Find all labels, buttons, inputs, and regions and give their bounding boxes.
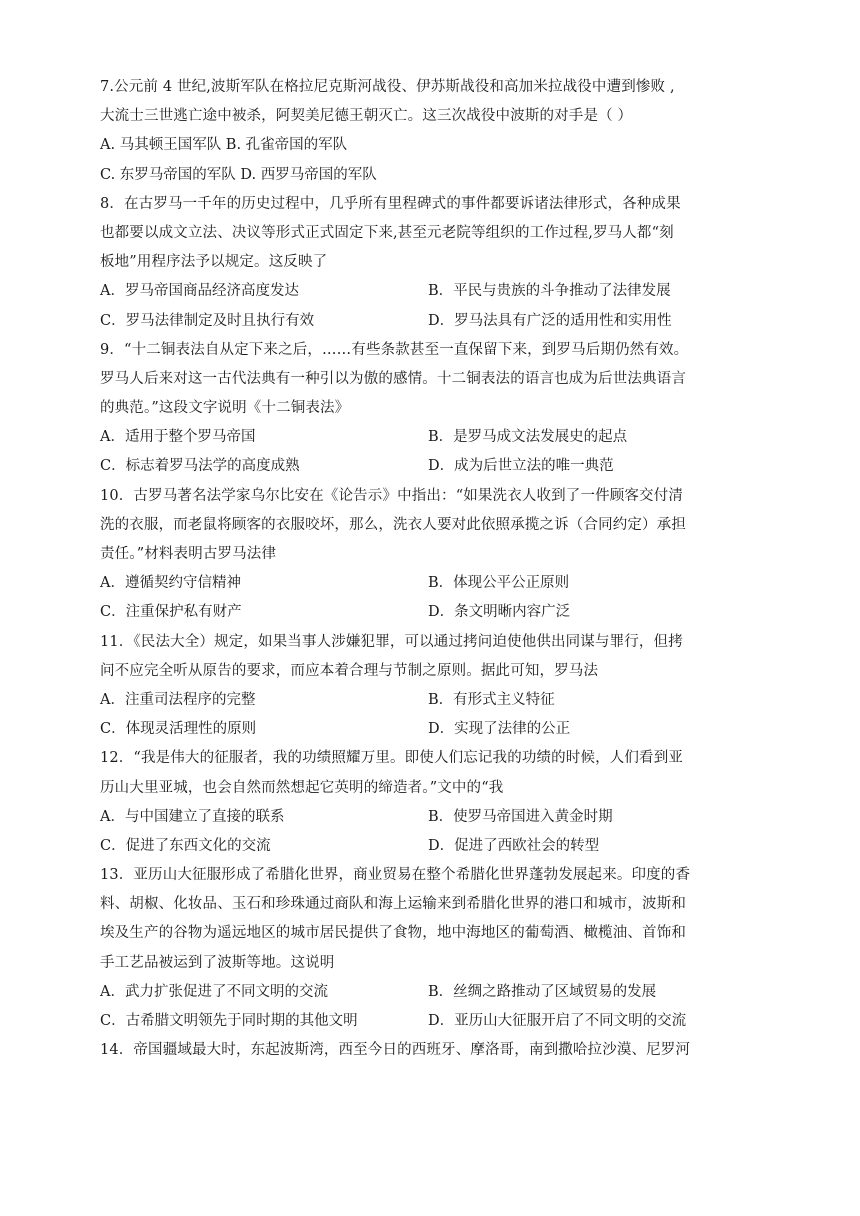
question-stem-line: 9．“十二铜表法自从定下来之后，……有些条款甚至一直保留下来，到罗马后期仍然有效。 [100,341,689,358]
question-stem-line: 问不应完全听从原告的要求，而应本着合理与节制之原则。据此可知，罗马法 [100,662,599,679]
option-a: A．注重司法程序的完整 [100,691,256,708]
question-stem-line: 12．“我是伟大的征服者，我的功绩照耀万里。即使人们忘记我的功绩的时候，人们看到亚 [100,750,684,767]
question-stem-line: 板地”用程序法予以规定。这反映了 [100,254,328,271]
question-stem-line: 也都要以成文立法、决议等形式正式固定下来,甚至元老院等组织的工作过程,罗马人都“刻 [100,224,674,241]
question-stem-line: 11．《民法大全）规定，如果当事人涉嫌犯罪，可以通过拷问迫使他供出同谋与罪行，但拷 [100,633,683,650]
option-line: A. 马其顿王国军队 B. 孔雀帝国的军队 [100,137,348,154]
option-row [100,832,740,861]
question-stem-line: 13．亚历山大征服形成了希腊化世界，商业贸易在整个希腊化世界蓬勃发展起来。印度的香 [100,867,691,884]
question-11 [100,628,740,745]
question-13 [100,861,740,1036]
question-stem-line: 历山大里亚城，也会自然而然想起它英明的缔造者。”文中的“我 [100,779,504,796]
question-stem-line: 大流士三世逃亡途中被杀，阿契美尼德王朝灭亡。这三次战役中波斯的对手是（ ） [100,108,633,125]
option-d: D．亚历山大征服开启了不同文明的交流 [428,1013,687,1029]
question-stem-line: 8．在古罗马一千年的历史过程中，几乎所有里程碑式的事件都要诉诸法律形式，各种成果 [100,195,681,212]
question-12 [100,744,740,861]
question-stem-line: 埃及生产的谷物为遥远地区的城市居民提供了食物，地中海地区的葡萄酒、橄榄油、首饰和 [100,925,686,942]
option-a: A．武力扩张促进了不同文明的交流 [100,983,328,1000]
question-stem-line: 罗马人后来对这一古代法典有一种引以为傲的感情。十二铜表法的语言也成为后世法典语言 [100,370,686,387]
option-d: D．条文明晰内容广泛 [428,604,571,621]
option-c: C．罗马法律制定及时且执行有效 [100,312,315,329]
option-row [100,1007,740,1036]
option-row [100,686,740,715]
question-stem-line: 7.公元前 4 世纪,波斯军队在格拉尼克斯河战役、伊苏斯战役和高加米拉战役中遭到惨败 , [100,79,675,95]
option-row [100,452,740,481]
option-row [100,307,740,336]
question-stem-line: 的典范。”这段文字说明《十二铜表法》 [100,400,350,417]
option-a: A．遵循契约守信精神 [100,575,241,592]
option-b: B．丝绸之路推动了区域贸易的发展 [428,983,657,1000]
option-c: C．促进了东西文化的交流 [100,837,271,854]
option-row [100,277,740,306]
question-8 [100,190,740,336]
option-row [100,598,740,627]
question-14 [100,1036,740,1065]
question-10 [100,482,740,628]
question-stem-line: 料、胡椒、化妆品、玉石和珍珠通过商队和海上运输来到希腊化世界的港口和城市，波斯和 [100,896,686,913]
option-row [100,978,740,1007]
option-c: C．古希腊文明领先于同时期的其他文明 [100,1013,358,1029]
question-stem-line: 14．帝国疆域最大时，东起波斯湾，西至今日的西班牙、摩洛哥，南到撒哈拉沙漠、尼罗河 [100,1042,691,1059]
question-list [100,73,740,1065]
option-d: D．成为后世立法的唯一典范 [428,458,614,475]
option-row [100,423,740,452]
option-d: D．罗马法具有广泛的适用性和实用性 [428,312,672,329]
option-c: C．体现灵活理性的原则 [100,721,257,738]
option-a: A．适用于整个罗马帝国 [100,429,256,446]
option-row [100,715,740,744]
question-9 [100,336,740,482]
option-b: B．体现公平公正原则 [428,575,570,592]
option-b: B．使罗马帝国进入黄金时期 [428,808,613,825]
option-a: A．罗马帝国商品经济高度发达 [100,283,299,300]
option-b: B．平民与贵族的斗争推动了法律发展 [428,283,671,300]
question-stem-line: 责任。”材料表明古罗马法律 [100,546,277,562]
question-7 [100,73,740,190]
option-c: C．标志着罗马法学的高度成熟 [100,458,300,475]
question-stem-line: 洗的衣服，而老鼠将顾客的衣服咬坏，那么，洗衣人要对此依照承揽之诉（合同约定）承担 [100,516,686,533]
option-a: A．与中国建立了直接的联系 [100,808,285,825]
option-row [100,569,740,598]
option-c: C．注重保护私有财产 [100,604,242,621]
option-row [100,803,740,832]
option-b: B．是罗马成文法发展史的起点 [428,429,628,446]
option-d: D．实现了法律的公正 [428,721,571,738]
option-d: D．促进了西欧社会的转型 [428,837,600,854]
question-stem-line: 手工艺品被运到了波斯等地。这说明 [100,954,335,971]
option-b: B．有形式主义特征 [428,691,555,708]
option-line: C. 东罗马帝国的军队 D. 西罗马帝国的军队 [100,166,377,183]
question-stem-line: 10．古罗马著名法学家乌尔比安在《论告示》中指出：“如果洗衣人收到了一件顾客交付清 [100,487,684,504]
